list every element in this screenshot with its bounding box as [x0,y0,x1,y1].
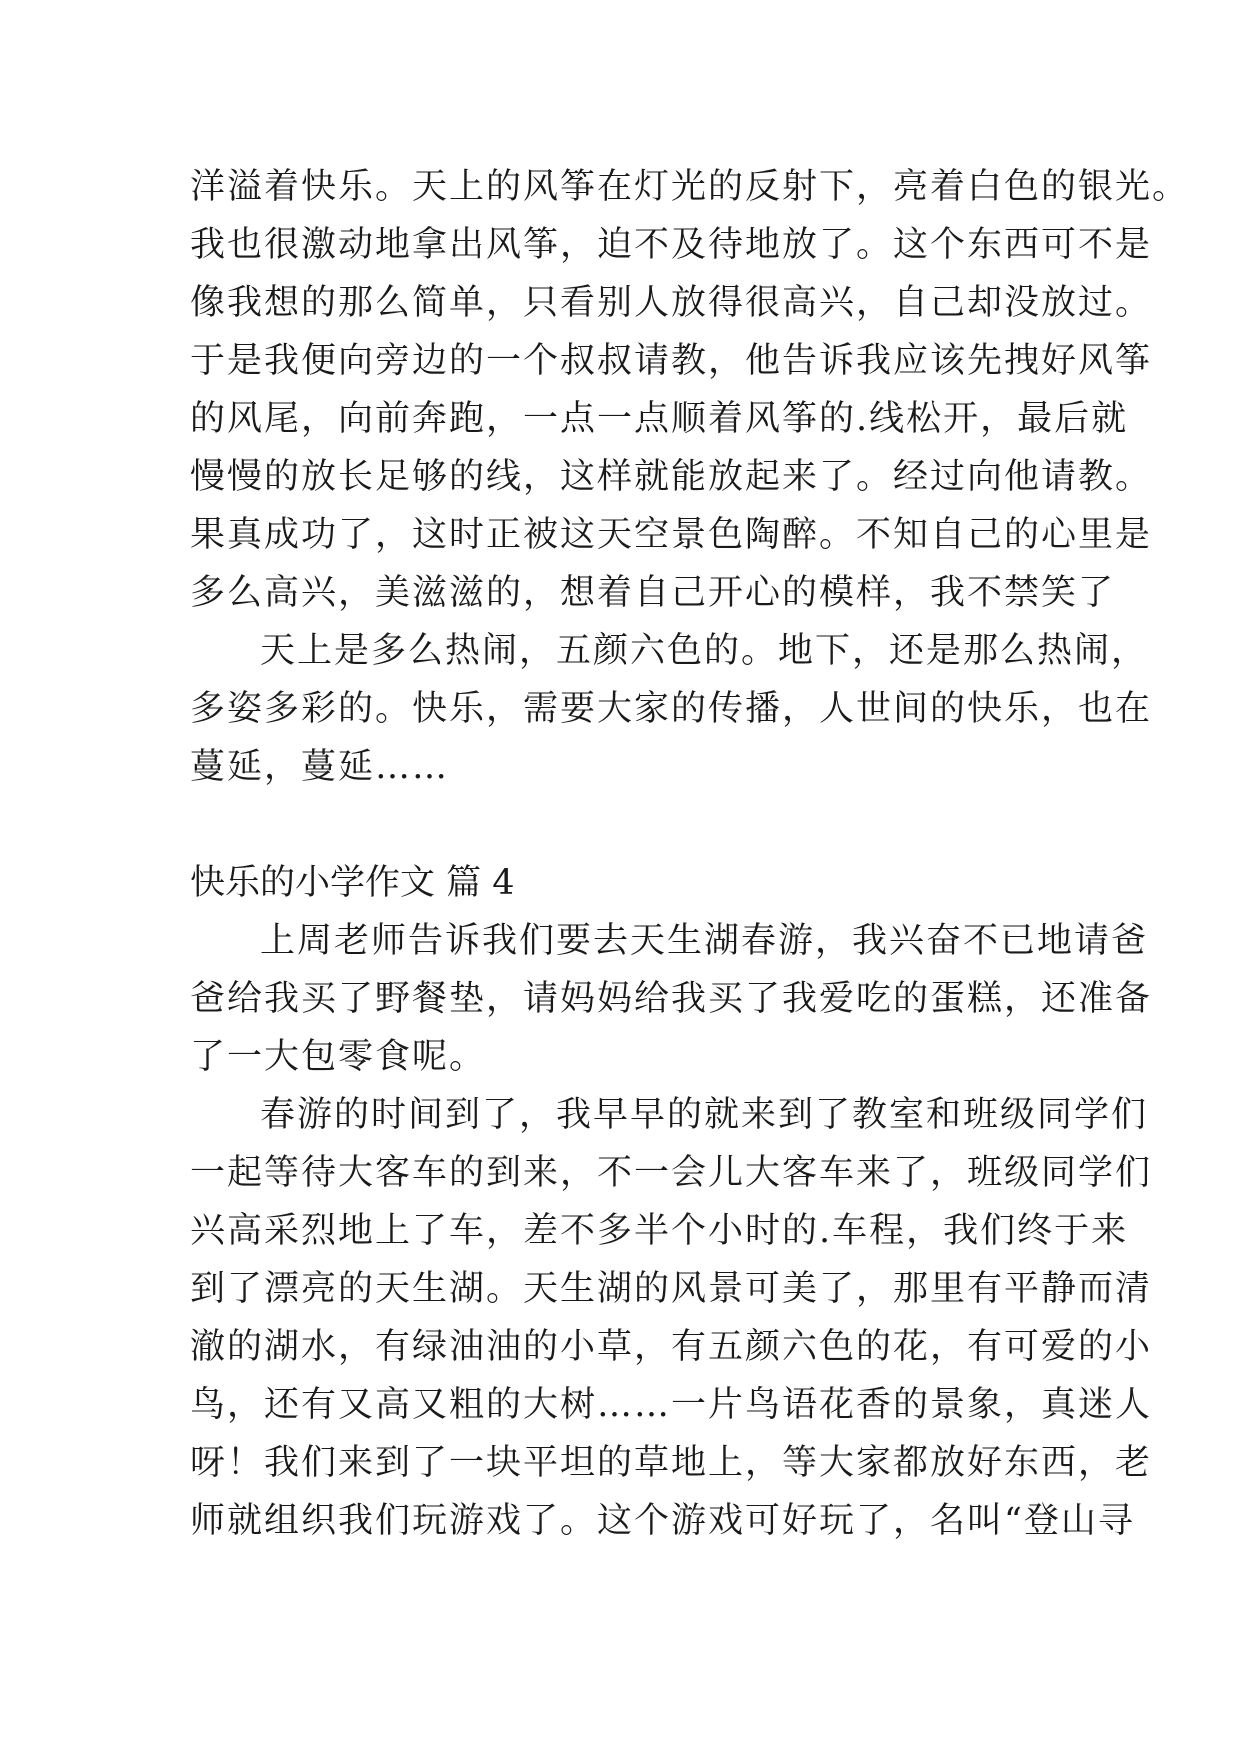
text-line: 蔓延，蔓延…… [190,747,450,787]
text-line: 兴高采烈地上了车，差不多半个小时的.车程，我们终于来 [190,1211,1129,1251]
text-line: 多么高兴，美滋滋的，想着自己开心的模样，我不禁笑了 [190,573,1116,613]
text-line: 多姿多彩的。快乐，需要大家的传播，人世间的快乐，也在 [190,689,1153,729]
text-line: 的风尾，向前奔跑，一点一点顺着风筝的.线松开，最后就 [190,399,1129,439]
text-line: 呀！我们来到了一块平坦的草地上，等大家都放好东西，老 [190,1443,1153,1483]
text-line: 慢慢的放长足够的线，这样就能放起来了。经过向他请教。 [190,457,1153,497]
paragraph-first-line: 天上是多么热闹，五颜六色的。地下，还是那么热闹， [260,631,1149,671]
text-line: 澈的湖水，有绿油油的小草，有五颜六色的花，有可爱的小 [190,1327,1153,1367]
section-heading: 快乐的小学作文 篇 4 [190,863,515,903]
text-line: 师就组织我们玩游戏了。这个游戏可好玩了，名叫“登山寻 [190,1501,1135,1541]
paragraph-first-line: 上周老师告诉我们要去天生湖春游，我兴奋不已地请爸 [260,921,1149,961]
text-line: 了一大包零食呢。 [190,1037,487,1077]
text-line: 果真成功了，这时正被这天空景色陶醉。不知自己的心里是 [190,515,1153,555]
text-line: 像我想的那么简单，只看别人放得很高兴，自己却没放过。 [190,283,1153,323]
section-spacer [190,796,1080,854]
text-line: 洋溢着快乐。天上的风筝在灯光的反射下，亮着白色的银光。 [190,167,1190,207]
essay-body [190,158,1190,1550]
text-line: 鸟，还有又高又粗的大树……一片鸟语花香的景象，真迷人 [190,1385,1153,1425]
paragraph-first-line: 春游的时间到了，我早早的就来到了教室和班级同学们 [260,1095,1149,1135]
text-line: 到了漂亮的天生湖。天生湖的风景可美了，那里有平静而清 [190,1269,1153,1309]
text-line: 爸给我买了野餐垫，请妈妈给我买了我爱吃的蛋糕，还准备 [190,979,1153,1019]
text-line: 于是我便向旁边的一个叔叔请教，他告诉我应该先拽好风筝 [190,341,1153,381]
text-line: 一起等待大客车的到来，不一会儿大客车来了，班级同学们 [190,1153,1153,1193]
text-line: 我也很激动地拿出风筝，迫不及待地放了。这个东西可不是 [190,225,1153,265]
